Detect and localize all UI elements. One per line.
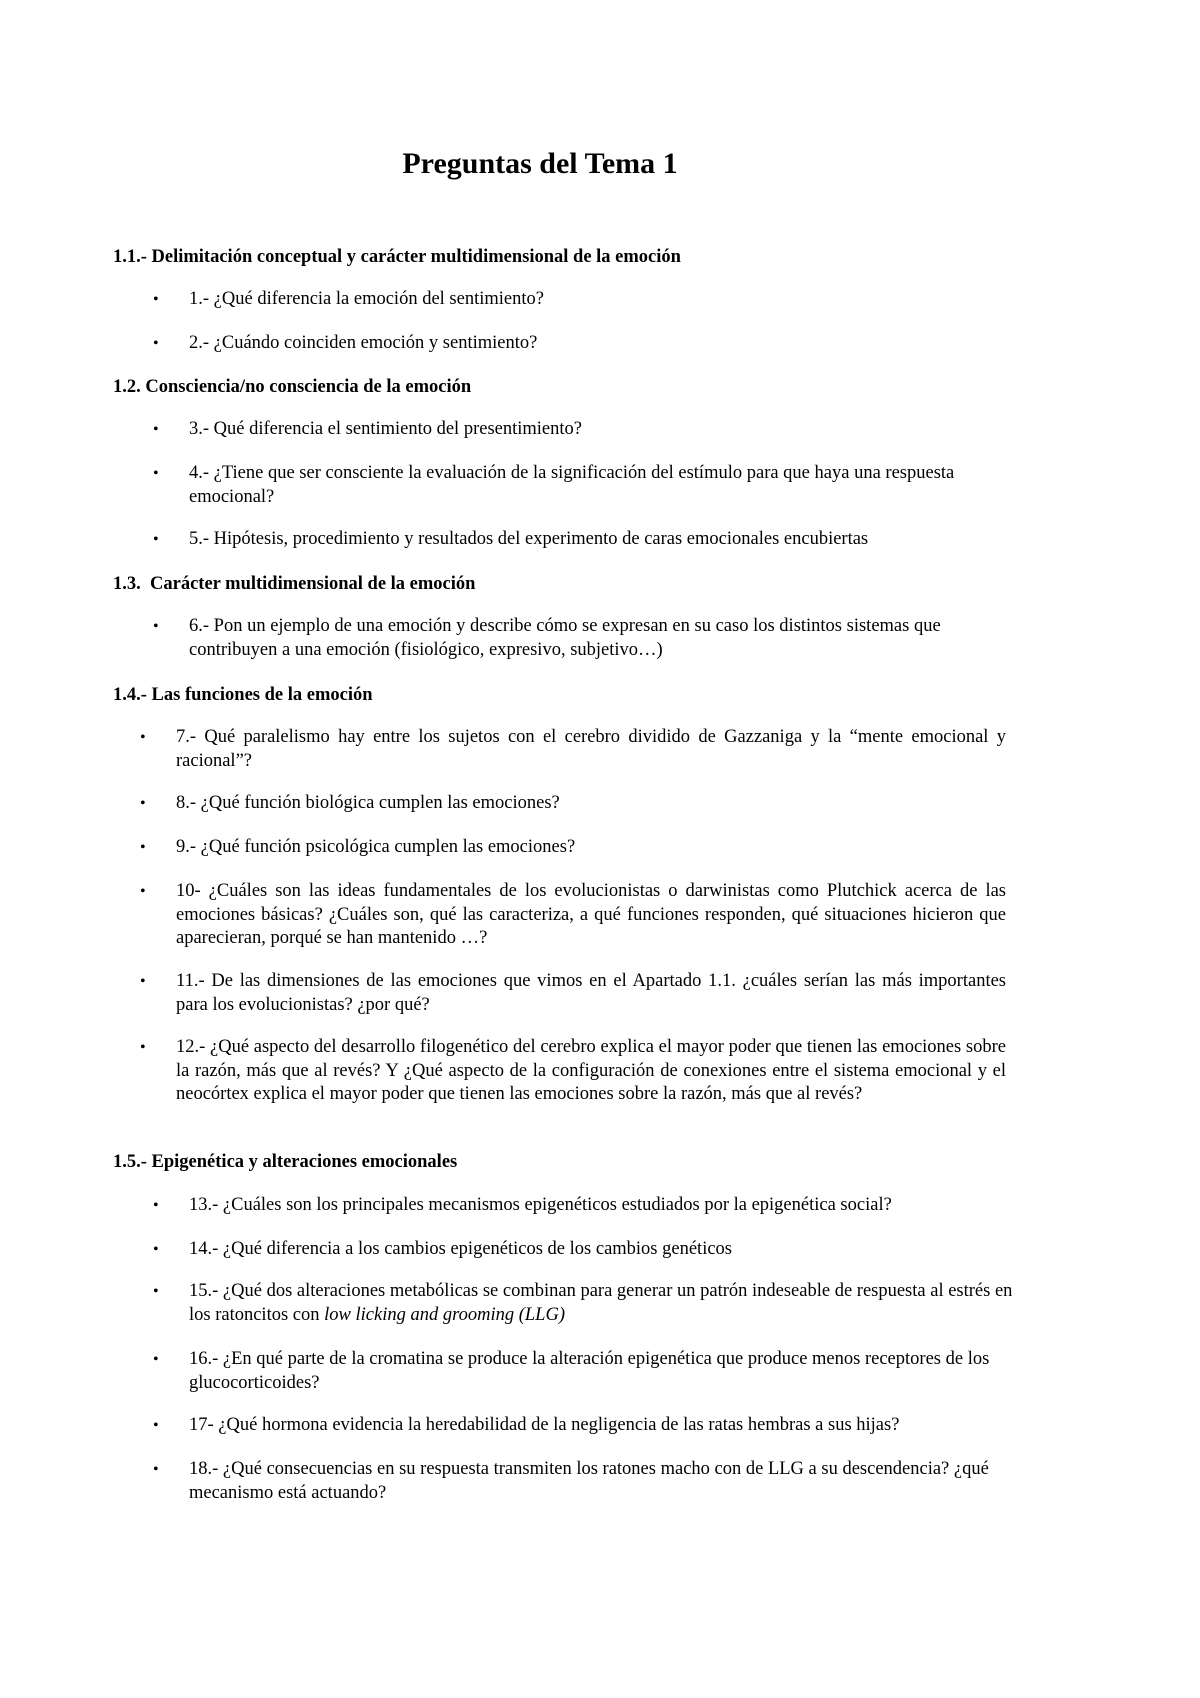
list-item — [153, 1348, 1033, 1395]
list-item — [153, 462, 1033, 509]
question-text: 8.- ¿Qué función biológica cumplen las emociones? — [176, 793, 560, 813]
list-item — [153, 1194, 1033, 1218]
list-item — [140, 970, 1006, 1017]
list-item — [153, 1458, 1033, 1505]
bullet-icon: • — [140, 795, 146, 812]
list-item — [153, 1280, 1033, 1327]
bullet-icon: • — [153, 421, 159, 438]
list-item — [140, 880, 1006, 951]
bullet-icon: • — [140, 1039, 146, 1056]
section-heading-1-1: 1.1.- Delimitación conceptual y carácter multidimensional de la emoción — [113, 247, 681, 267]
section-heading-1-4: 1.4.- Las funciones de la emoción — [113, 685, 373, 705]
bullet-icon: • — [153, 291, 159, 308]
question-text: 18.- ¿Qué consecuencias en su respuesta transmiten los ratones macho con de LLG a su descendencia? ¿qué mecanismo está actuando? — [189, 1459, 989, 1503]
list-item — [140, 836, 1006, 860]
bullet-icon: • — [140, 883, 146, 900]
bullet-icon: • — [153, 335, 159, 352]
bullet-icon: • — [153, 1461, 159, 1478]
question-text: 17- ¿Qué hormona evidencia la heredabilidad de la negligencia de las ratas hembras a sus hijas? — [189, 1415, 900, 1435]
question-text: 6.- Pon un ejemplo de una emoción y describe cómo se expresan en su caso los distintos sistemas que contribuyen a una emoción (fisiológico, expresivo, subjetivo…) — [189, 616, 941, 660]
bullet-icon: • — [140, 839, 146, 856]
list-item — [153, 288, 1023, 312]
question-text: 14.- ¿Qué diferencia a los cambios epigenéticos de los cambios genéticos — [189, 1239, 732, 1259]
list-item — [153, 1238, 1033, 1262]
question-text — [189, 1280, 1033, 1327]
question-text: 13.- ¿Cuáles son los principales mecanismos epigenéticos estudiados por la epigenética social? — [189, 1195, 892, 1215]
bullet-icon: • — [153, 618, 159, 635]
list-item — [153, 1414, 1033, 1438]
section-heading-1-2: 1.2. Consciencia/no consciencia de la emoción — [113, 377, 472, 397]
question-text: 10- ¿Cuáles son las ideas fundamentales de los evolucionistas o darwinistas como Plutchick acerca de las emociones básicas? ¿Cuáles son, qué las caracteriza, a qué funciones responden, qué situaciones hicieron que aparecieran, porqué se han mantenido …? — [176, 881, 1006, 948]
list-item — [153, 615, 1033, 662]
list-item — [140, 1036, 1006, 1107]
bullet-icon: • — [153, 1197, 159, 1214]
page-title: Preguntas del Tema 1 — [402, 147, 678, 180]
bullet-icon: • — [153, 531, 159, 548]
bullet-icon: • — [153, 1283, 159, 1300]
question-text-italic: low licking and grooming (LLG) — [324, 1304, 565, 1325]
list-item — [153, 332, 1023, 356]
question-text: 2.- ¿Cuándo coinciden emoción y sentimiento? — [189, 333, 538, 353]
question-text: 12.- ¿Qué aspecto del desarrollo filogenético del cerebro explica el mayor poder que tienen las emociones sobre la razón, más que al revés? Y ¿Qué aspecto de la configuración de conexiones entre el sistema emocional y el neocórtex explica el mayor poder que tienen las emociones sobre la razón, más que al revés? — [176, 1037, 1006, 1104]
question-text-main: 15.- ¿Qué dos alteraciones metabólicas se combinan para generar un patrón indeseable de respuesta al estrés en los ratoncitos con — [189, 1281, 1013, 1325]
section-heading-1-3: 1.3. Carácter multidimensional de la emoción — [113, 574, 476, 594]
section-heading-1-5: 1.5.- Epigenética y alteraciones emocionales — [113, 1152, 458, 1172]
question-text: 3.- Qué diferencia el sentimiento del presentimiento? — [189, 419, 582, 439]
question-text: 7.- Qué paralelismo hay entre los sujetos con el cerebro dividido de Gazzaniga y la “mente emocional y racional”? — [176, 727, 1006, 771]
question-text: 4.- ¿Tiene que ser consciente la evaluación de la significación del estímulo para que haya una respuesta emocional? — [189, 463, 955, 507]
list-item — [140, 726, 1006, 773]
question-text: 9.- ¿Qué función psicológica cumplen las emociones? — [176, 837, 576, 857]
question-text: 11.- De las dimensiones de las emociones que vimos en el Apartado 1.1. ¿cuáles serían las más importantes para los evolucionistas? ¿por qué? — [176, 971, 1006, 1015]
list-item — [153, 528, 1033, 552]
question-text: 16.- ¿En qué parte de la cromatina se produce la alteración epigenética que produce menos receptores de los glucocorticoides? — [189, 1349, 990, 1393]
bullet-icon: • — [140, 729, 146, 746]
list-item — [140, 792, 1006, 816]
list-item — [153, 418, 1033, 442]
question-text: 5.- Hipótesis, procedimiento y resultados del experimento de caras emocionales encubiertas — [189, 529, 869, 549]
bullet-icon: • — [153, 1417, 159, 1434]
bullet-icon: • — [153, 1241, 159, 1258]
bullet-icon: • — [153, 465, 159, 482]
question-text: 1.- ¿Qué diferencia la emoción del sentimiento? — [189, 289, 544, 309]
bullet-icon: • — [140, 973, 146, 990]
bullet-icon: • — [153, 1351, 159, 1368]
